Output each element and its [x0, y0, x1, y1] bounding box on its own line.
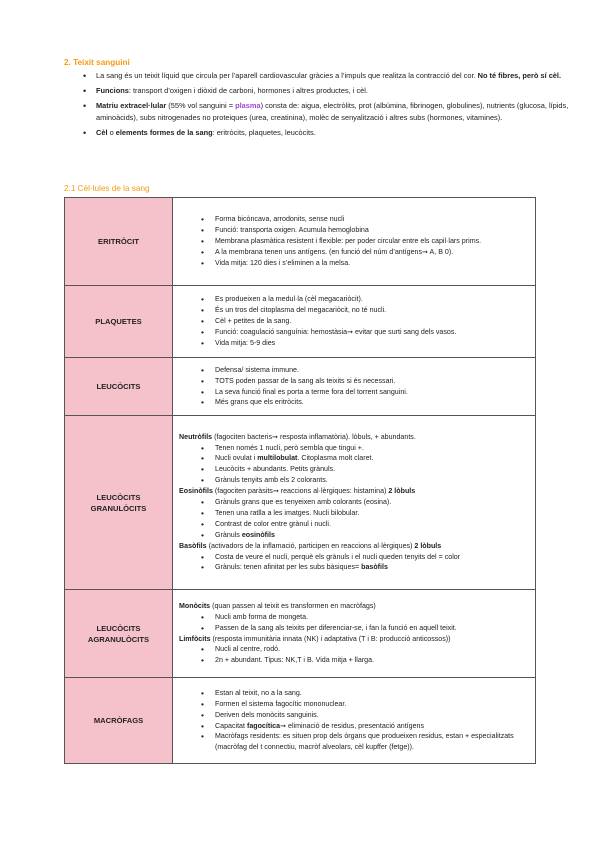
list-item: • Tenen una ratlla a les imatges. Nucli bilobular. [215, 508, 531, 519]
list-item: • Membrana plasmàtica resistent i flexible: per poder circular entre els capil·lars prims. [215, 236, 531, 247]
list-item: • Grànuls: tenen afinitat per les subs bàsiques= basòfils [215, 562, 531, 573]
row-label: LEUCÒCITS [65, 358, 173, 416]
list-item: • Grànuls tenyits amb els 2 colorants. [215, 475, 531, 486]
row-label: PLAQUETES [65, 286, 173, 358]
list-item: • Macròfags residents: es situen prop dels òrgans que produeixen residus, estan + especialitzats (macròfag del t connectiu, macròf alveolars, cèl kupffer (fetge)). [215, 731, 531, 753]
list-item: • Forma bicòncava, arrodonits, sense nucli [215, 214, 531, 225]
list-item: • Funció: coagulació sanguínia: hemostàsia➞ evitar que surti sang dels vasos. [215, 327, 531, 338]
list-item: • Contrast de color entre grànul i nucli. [215, 519, 531, 530]
intro-item: • La sang és un teixit líquid que circula per l’aparell cardiovascular gràcies a l’impuls que realitza la contracció del cor. No té fibres, però sí cèl. [96, 70, 574, 82]
list-item: • Deriven dels monòcits sanguinis. [215, 710, 531, 721]
row-content [173, 286, 536, 358]
table-row [65, 286, 536, 358]
list-item: • Estan al teixit, no a la sang. [215, 688, 531, 699]
intro-item: • Funcions: transport d’oxigen i diòxid de carboni, hormones i altres productes, i cèl. [96, 85, 574, 97]
list-item: • Formen el sistema fagocític mononuclear. [215, 699, 531, 710]
row-content [173, 590, 536, 678]
monocits-heading: Monòcits (quan passen al teixit es transformen en macròfags) [179, 601, 376, 610]
intro-item: • Matriu extracel·lular (55% vol sanguini = plasma) consta de: aigua, electròlits, prot (albúmina, fibrinogen, globulines), nutrients (glucosa, lípids, aminoàcids), subs nitrogenades no proteiques (urea, creatinina), molèc de senyalització i altres subs (hormones, vitamines). [96, 100, 574, 124]
list-item: • Grànuls eosinòfils [215, 530, 531, 541]
section-title: 2. Teixit sanguini [64, 58, 130, 67]
list-item: • Vida mitja: 120 dies i s’eliminen a la melsa. [215, 258, 531, 269]
row-label [65, 416, 173, 590]
row-label: MACRÒFAGS [65, 678, 173, 764]
neutrofils-heading: Neutròfils (fagociten bacteris➞ resposta inflamatòria). lòbuls, + abundants. [179, 432, 416, 441]
table-row [65, 590, 536, 678]
label-line: GRANULÒCITS [90, 503, 147, 513]
row-content [173, 198, 536, 286]
eosinofils-heading: Eosinòfils (fagociten paràsits➞ reaccions al·lèrgiques: histamina) 2 lòbuls [179, 487, 416, 496]
list-item: • 2n + abundant. Tipus: NK,T i B. Vida mitja + llarga. [215, 655, 531, 666]
list-item: • Més grans que els eritròcits. [215, 397, 531, 408]
list-item: • Es produeixen a la medul·la (cèl megacariòcit). [215, 294, 531, 305]
list-item: • Grànuls grans que es tenyeixen amb colorants (eosina). [215, 497, 531, 508]
table-row [65, 416, 536, 590]
list-item: • La seva funció final es porta a terme fora del torrent sanguini. [215, 387, 531, 398]
label-line: LEUCÒCITS [96, 623, 141, 633]
row-content [173, 358, 536, 416]
list-item: • Nucli amb forma de mongeta. [215, 612, 531, 623]
label-line: AGRANULÒCITS [87, 634, 150, 644]
table-row [65, 678, 536, 764]
label-line: LEUCÒCITS [96, 492, 141, 502]
list-item: • Capacitat fagocítica➞ eliminació de residus, presentació antígens [215, 721, 531, 732]
list-item: • A la membrana tenen uns antígens. (en funció del núm d’antígens➞ A, B 0). [215, 247, 531, 258]
table-row [65, 358, 536, 416]
list-item: • Tenen només 1 nucli, però sembla que tingui +. [215, 443, 531, 454]
table-row [65, 198, 536, 286]
list-item: • Funció: transporta oxigen. Acumula hemoglobina [215, 225, 531, 236]
list-item: • És un tros del citoplasma del megacariòcit, no té nucli. [215, 305, 531, 316]
subsection-title: 2.1 Cèl·lules de la sang [64, 184, 150, 193]
basofils-heading: Basòfils (activadors de la inflamació, participen en reaccions al·lèrgiques) 2 lòbuls [179, 541, 442, 550]
list-item: • Nucli ovulat i multilobulat. Citoplasma molt claret. [215, 453, 531, 464]
row-content [173, 416, 536, 590]
limfocits-heading: Limfòcits (resposta immunitària innata (NK) i adaptativa (T i B: producció anticossos)) [179, 634, 451, 643]
list-item: • Leucòcits + abundants. Petits grànuls. [215, 464, 531, 475]
row-label: ERITRÒCIT [65, 198, 173, 286]
blood-cells-table [64, 197, 536, 764]
row-label [65, 590, 173, 678]
list-item: • TOTS poden passar de la sang als teixits si és necessari. [215, 376, 531, 387]
intro-list [64, 70, 574, 141]
row-content [173, 678, 536, 764]
intro-item: • Cèl o elements formes de la sang: eritròcits, plaquetes, leucòcits. [96, 127, 574, 139]
list-item: • Defensa/ sistema immune. [215, 365, 531, 376]
list-item: • Passen de la sang als teixits per diferenciar-se, i fan la funció en aquell teixit. [215, 623, 531, 634]
list-item: • Vida mitja: 5-9 dies [215, 338, 531, 349]
list-item: • Nucli al centre, rodó. [215, 644, 531, 655]
list-item: • Costa de veure el nucli, perquè els grànuls i el nucli queden tenyits del = color [215, 552, 531, 563]
list-item: • Cèl + petites de la sang. [215, 316, 531, 327]
